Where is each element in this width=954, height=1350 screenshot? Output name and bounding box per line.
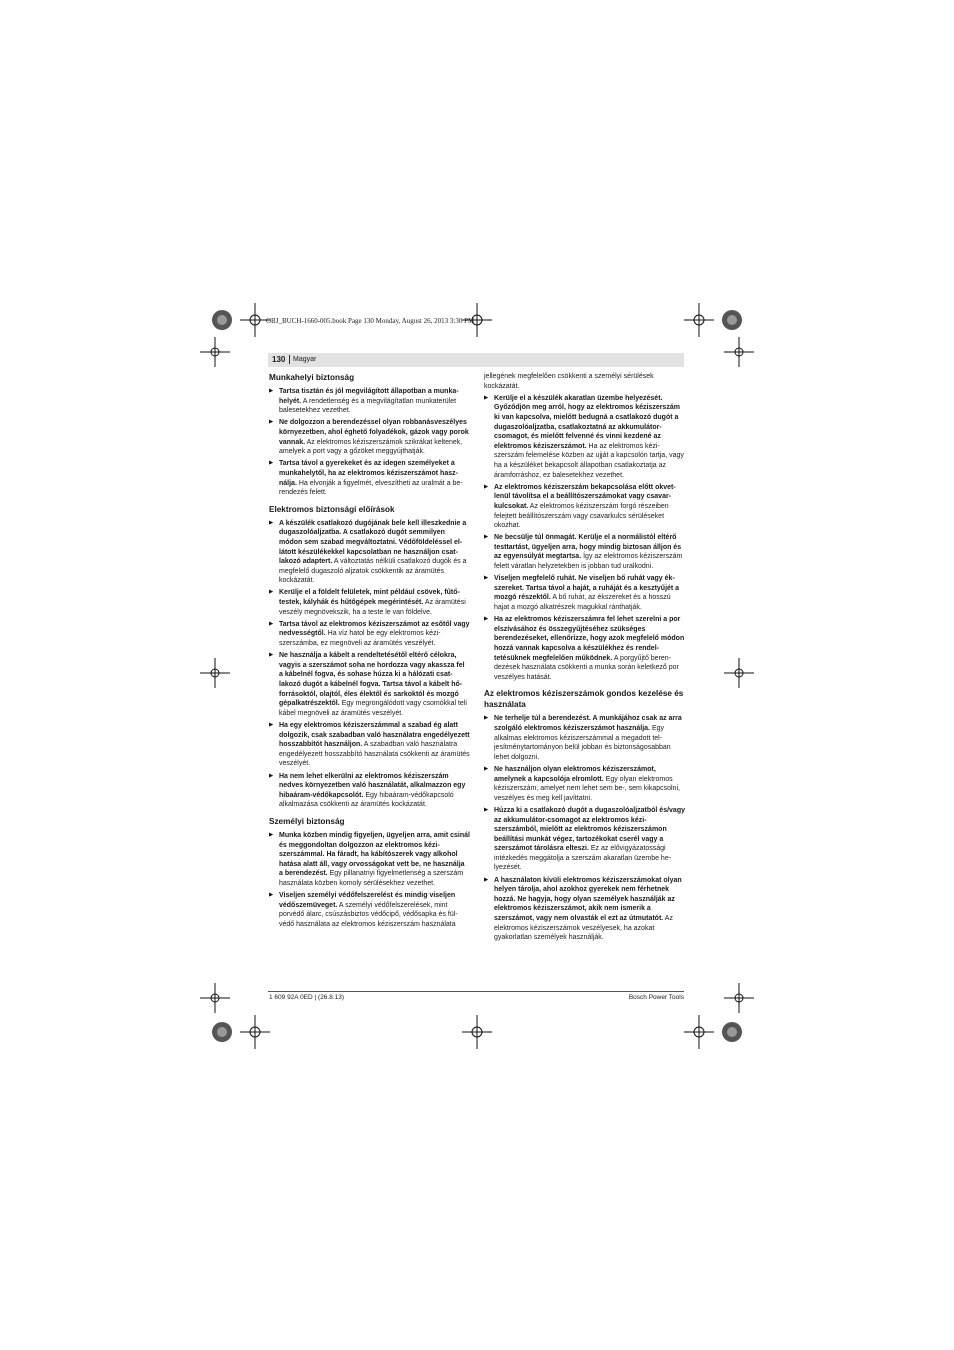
registration-mark-icon	[205, 1015, 239, 1049]
print-header: OBJ_BUCH-1660-005.book Page 130 Monday, August 26, 2013 3:30 PM	[266, 317, 475, 325]
registration-mark-icon	[715, 303, 749, 337]
list-item: ▶ Ne dolgozzon a berendezéssel olyan robbanásveszélyes környezetben, ahol éghető folyadékok, gázok vagy porok vannak. Az elektromos kéziszerszámok szikrákat keltenek, amelyek a port vagy a gőzöket meggyújthatják.	[269, 418, 470, 456]
list-item: ▶ Ne használja a kábelt a rendeltetésétől eltérő célokra, vagyis a szerszámot soha ne hordozza vagy akassza fel a kábelnél fogva, és sohase húzza ki a hálózati csatlakozó dugót a kábelnél fogva. Tartsa távol a kábelt hőforrásoktól, olajtól, éles élektől és sarkoktól és mozgó gépalkatrészektől. Egy megrongálódott vagy csomókkal teli kábel megnöveli az áramütés veszélyét.	[269, 651, 470, 718]
crosshair-mark-icon	[724, 658, 754, 688]
page-header-bar	[268, 353, 684, 367]
section-title: Elektromos biztonsági előírások	[269, 504, 395, 514]
registration-mark-icon	[205, 303, 239, 337]
list-item: ▶ Viseljen személyi védőfelszerelést és mindig viseljen védőszemüveget. A személyi védőfelszerelések, mint porvédő álarc, csúszásbiztos védőcipő, védősapka és fülvédő használata az elektromos kéziszerszám használata	[269, 891, 470, 929]
footer-brand: Bosch Power Tools	[628, 994, 684, 1001]
crosshair-mark-icon	[200, 983, 230, 1013]
right-column	[484, 372, 685, 945]
list-item: ▶ Ha az elektromos kéziszerszámra fel lehet szerelni a por elszívásához és összegyűjtéséhez szükséges berendezéseket, ellenőrizze, hogy azok megfelelő módon hozzá vannak kapcsolva a készülékhez és rendeltetésüknek megfelelően működnek. A porgyűjtő berendezések használata csökkenti a munka során keletkező por veszélyes hatását.	[484, 615, 685, 682]
page-language: Magyar	[289, 355, 316, 364]
list-item: ▶ A készülék csatlakozó dugójának bele kell illeszkednie a dugaszolóaljzatba. A csatlakozó dugót semmilyen módon sem szabad megváltoztatni. Védőföldeléssel ellátott készülékekkel kapcsolatban ne használjon csatlakozó adaptert. A változtatás nélküli csatlakozó dugók és a megfelelő dugaszoló aljzatok csökkentik az áramütés kockázatát.	[269, 519, 470, 586]
section-title: Személyi biztonság	[269, 816, 345, 826]
list-item: ▶ Ne használjon olyan elektromos kéziszerszámot, amelynek a kapcsolója elromlott. Egy olyan elektromos kéziszerszám, amelyet nem lehet sem be-, sem kikapcsolni, veszélyes és meg kell javíttatni.	[484, 765, 685, 803]
list-item: ▶ Munka közben mindig figyeljen, ügyeljen arra, amit csinál és meggondoltan dolgozzon az elektromos kéziszerszámmal. Ha fáradt, ha kábítószerek vagy alkohol hatása alatt áll, vagy orvosságokat vett be, ne használja a berendezést. Egy pillanatnyi figyelmetlenség a szerszám használata közben komoly sérülésekhez vezethet.	[269, 831, 470, 889]
registration-mark-icon	[715, 1015, 749, 1049]
left-column	[269, 372, 470, 932]
list-item: ▶ Húzza ki a csatlakozó dugót a dugaszolóaljzatból és/vagy az akkumulátor-csomagot az elektromos kéziszerszámból, mielőtt az elektromos kéziszerszámon beállítási munkát végez, tartozékokat cserél vagy a szerszámot tárolásra elteszi. Ez az elővigyázatossági intézkedés meggátolja a szerszám akaratlan üzembe helyezését.	[484, 806, 685, 873]
crosshair-mark-icon	[724, 983, 754, 1013]
list-item: ▶ Tartsa tisztán és jól megvilágított állapotban a munkahelyét. A rendetlenség és a megvilágítatlan munkaterület balesetekhez vezethet.	[269, 387, 470, 416]
continuation-text: jellegének megfelelően csökkenti a személyi sérülések kockázatát.	[484, 373, 654, 390]
crosshair-mark-icon	[200, 337, 230, 367]
section-title: Munkahelyi biztonság	[269, 373, 355, 382]
crosshair-mark-icon	[724, 337, 754, 367]
list-item: ▶ Ha nem lehet elkerülni az elektromos kéziszerszám nedves környezetben való használatát, alkalmazzon egy hibaáram-védőkapcsolót. Egy hibaáram-védőkapcsoló alkalmazása csökkenti az áramütés kockázatát.	[269, 772, 470, 810]
crosshair-mark-icon	[240, 1015, 270, 1049]
crosshair-mark-icon	[240, 303, 270, 337]
crosshair-mark-icon	[684, 303, 714, 337]
crosshair-mark-icon	[200, 658, 230, 688]
crosshair-mark-icon	[462, 1015, 492, 1049]
page-number: 130	[272, 355, 286, 364]
list-item: ▶ Ne terhelje túl a berendezést. A munkájához csak az arra szolgáló elektromos kéziszerszámot használja. Egy alkalmas elektromos kéziszerszámmal a megadott teljesítménytartományon belül jobban és biztonságosabban lehet dolgozni.	[484, 714, 685, 762]
list-item: ▶ Ha egy elektromos kéziszerszámmal a szabad ég alatt dolgozik, csak szabadban való használatra engedélyezett hosszabbítót használjon. A szabadban való használatra engedélyezett hosszabbító használata csökkenti az áramütés veszélyét.	[269, 721, 470, 769]
crosshair-mark-icon	[462, 303, 492, 337]
footer-rule	[268, 991, 684, 992]
list-item: ▶ Tartsa távol a gyerekeket és az idegen személyeket a munkahelytől, ha az elektromos kéziszerszámot használja. Ha elvonják a figyelmét, elveszítheti az uralmát a berendezés felett.	[269, 459, 470, 497]
list-item: ▶ A használaton kívüli elektromos kéziszerszámokat olyan helyen tárolja, ahol azokhoz gyerekek nem férhetnek hozzá. Ne hagyja, hogy olyan személyek használják az elektromos kéziszerszámot, akik nem ismerik a szerszámot, vagy nem olvasták el ezt az útmutatót. Az elektromos kéziszerszámok veszélyesek, ha azokat gyakorlatlan személyek használják.	[484, 876, 685, 943]
list-item: ▶ Ne becsülje túl önmagát. Kerülje el a normálistól eltérő testtartást, ügyeljen arra, hogy mindig biztosan álljon és az egyensúlyát megtartsa. Így az elektromos kéziszerszám felett váratlan helyzetekben is jobban tud uralkodni.	[484, 533, 685, 571]
section-title: Az elektromos kéziszerszámok gondos kezelése és használata	[484, 689, 684, 710]
crosshair-mark-icon	[684, 1015, 714, 1049]
list-item: ▶ Kerülje el a földelt felületek, mint például csövek, fűtőtestek, kályhák és hűtőgépek megérintését. Az áramütési veszély megnövekszik, ha a teste le van földelve.	[269, 588, 470, 617]
footer-doc-number: 1 609 92A 0ED | (26.8.13)	[269, 994, 345, 1001]
list-item: ▶ Viseljen megfelelő ruhát. Ne viseljen bő ruhát vagy ékszereket. Tartsa távol a haját, a ruháját és a kesztyűjét a mozgó részektől. A bő ruhát, az ékszereket és a hosszú hajat a mozgó alkatrészek magukkal ránthatják.	[484, 574, 685, 612]
list-item: ▶ Tartsa távol az elektromos kéziszerszámot az esőtől vagy nedvességtől. Ha víz hatol be egy elektromos kéziszerszámba, ez megnöveli az áramütés veszélyét.	[269, 620, 470, 649]
list-item: ▶ Az elektromos kéziszerszám bekapcsolása előtt okvetlenül távolítsa el a beállítószerszámokat vagy csavarkulcsokat. Az elektromos kéziszerszám forgó részeiben felejtett beállítószerszám vagy csavarkulcs sérüléseket okozhat.	[484, 483, 685, 531]
list-item: ▶ Kerülje el a készülék akaratlan üzembe helyezését. Győződjön meg arról, hogy az elektromos kéziszerszám ki van kapcsolva, mielőtt bedugná a csatlakozó dugót a dugaszolóaljzatba, csatlakoztatná az akkumulátor-csomagot, és mielőtt felvenné és vinni kezdené az elektromos kéziszerszámot. Ha az elektromos kéziszerszám felemelése közben az ujját a kapcsolón tartja, vagy ha a készüléket bekapcsolt állapotban csatlakoztatja az áramforráshoz, ez balesetekhez vezethet.	[484, 394, 685, 480]
